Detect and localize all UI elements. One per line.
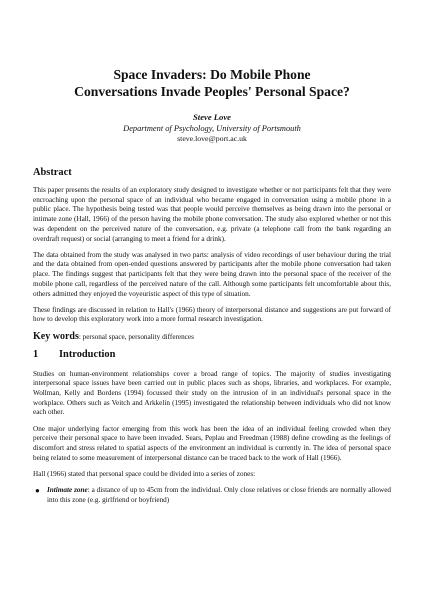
abstract-heading: Abstract — [33, 167, 72, 178]
abstract-paragraph-3: These findings are discussed in relation to Hall's (1966) theory of interpersonal distance and suggestions are put forward of how to develop this exploratory work into a more formal research investigation. — [33, 305, 391, 324]
section-number: 1 — [33, 348, 39, 360]
list-item — [35, 486, 391, 505]
intro-paragraph-3: Hall (1966) stated that personal space could be divided into a series of zones: — [33, 469, 256, 478]
keywords-label: Key words — [33, 330, 79, 342]
paper-title — [33, 66, 391, 100]
keywords-text: : personal space, personality differences — [78, 332, 194, 341]
keywords-line — [33, 332, 391, 342]
intro-paragraph-2: One major underlying factor emerging from this work has been the idea of an individual feeling crowded when they perceive their personal space to have been invaded. Sears, Peplau and Freedman (1988) define crowding as the feelings of discomfort and stress related to spatial aspects of the environment an individual is currently in. The idea of personal space being related to some measurement of interpersonal distance can be traced back to the work of Hall (1966). — [33, 424, 391, 462]
zones-list — [33, 486, 391, 505]
author-email: steve.love@port.ac.uk — [177, 134, 247, 143]
abstract-paragraph-2: The data obtained from the study was analysed in two parts: analysis of video recordings of user behaviour during the trial and the data obtained from open-ended questions answered by participants after the mobile phone conversation had taken place. The findings suggest that participants felt that they were being drawn into the personal space of the receiver of the mobile phone call, regardless of the perceived nature of the call. Although some participants felt uncomfortable about this, others admitted they enjoyed the voyeuristic aspect of this type of situation. — [33, 250, 391, 298]
bullet-term: Intimate zone — [47, 486, 88, 495]
section-title: Introduction — [59, 348, 116, 360]
author-affiliation: Department of Psychology, University of Portsmouth — [123, 124, 301, 133]
title-line-2: Conversations Invade Peoples' Personal Space? — [74, 84, 350, 99]
bullet-text: : a distance of up to 45cm from the individual. Only close relatives or close friends are normally allowed into this zone (e.g. girlfriend or boyfriend) — [47, 486, 391, 504]
author-name: Steve Love — [193, 112, 231, 122]
section-heading-introduction — [33, 348, 391, 361]
bullet-icon: ● — [35, 486, 40, 496]
abstract-paragraph-1: This paper presents the results of an exploratory study designed to investigate whether or not participants felt that they were encroaching upon the personal space of an individual who became engaged in conversation using a mobile phone in a public place. The hypothesis being tested was that people would perceive themselves as being drawn into the personal or intimate zone (Hall, 1966) of the person having the mobile phone conversation. The study also explored whether or not this was dependent on the perceived nature of the conversation, e.g. private (a telephone call from the bank regarding an overdraft request) or social (arranging to meet a friend for a drink). — [33, 186, 391, 243]
title-line-1: Space Invaders: Do Mobile Phone — [113, 67, 311, 82]
intro-paragraph-1: Studies on human-environment relationships cover a broad range of topics. The majority of studies investigating interpersonal space issues have been carried out in public places such as shops, libraries, and workplaces. For example, Wollman, Kelly and Bordens (1994) focussed their study on the intrusion of in an individual's personal space in the workplace. Others such as Veitch and Arkkelin (1995) investigated the relationship between individuals who did not know each other. — [33, 369, 391, 417]
